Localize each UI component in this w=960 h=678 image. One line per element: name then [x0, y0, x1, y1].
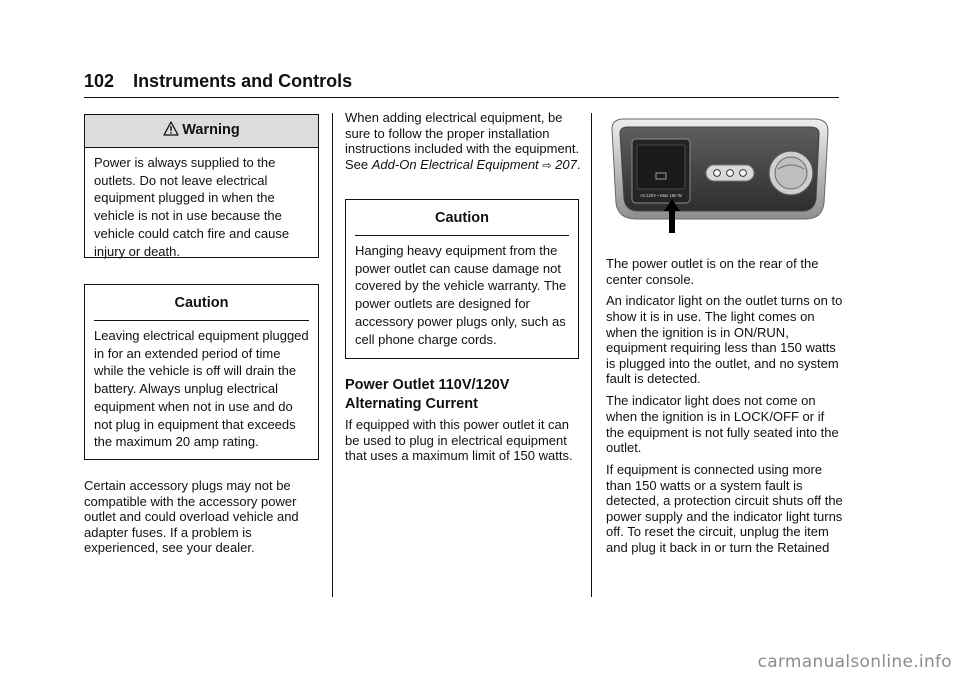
watermark: carmanualsonline.info [757, 652, 952, 672]
indicator-light-paragraph: An indicator light on the outlet turns on to show it is in use. The light comes on when the ignition is in ON/RUN, equipment requiring less than 150 watts is plugged into the outlet, and no system fault is detected. [606, 293, 843, 387]
column-divider-1 [332, 113, 333, 597]
power-outlet-illustration [606, 115, 832, 239]
caution-text-1: Leaving electrical equipment plugged in for an extended period of time while the vehicle is off will drain the battery. Always unplug electrical equipment when not in use and do not plug in equipment that exceeds the maximum 20 amp rating. [94, 328, 309, 450]
warning-text: Power is always supplied to the outlets. Do not leave electrical equipment plugged in when the vehicle is not in use because the vehicle could catch fire and cause injury or death. [94, 155, 290, 259]
intro-text: When adding electrical equipment, be sure to follow the proper installation instructions included with the equipment. See [345, 110, 580, 172]
intro-paragraph [345, 110, 583, 174]
caution-header-1 [94, 285, 309, 321]
outlet-location-paragraph: The power outlet is on the rear of the center console. [606, 256, 819, 287]
power-outlet-paragraph: If equipped with this power outlet it can be used to plug in electrical equipment that uses a maximum limit of 150 watts. [345, 417, 573, 464]
caution-box-1 [84, 284, 319, 460]
intro-end: . [576, 156, 581, 172]
col3-paragraphs [606, 256, 844, 562]
header-rule [84, 97, 839, 98]
caution-text-2: Hanging heavy equipment from the power outlet can cause damage not covered by the vehicle warranty. The power outlets are designed for accessory power plugs only, such as cell phone charge cords. [355, 243, 567, 347]
page-reference-207[interactable]: 207 [555, 156, 577, 172]
page-number: 102 [84, 71, 115, 91]
col2-paragraph [345, 417, 581, 470]
page-header [84, 70, 839, 92]
col2-intro [345, 110, 583, 181]
col1-paragraph [84, 478, 324, 562]
section-title: Instruments and Controls [133, 71, 353, 91]
caution-header-2 [355, 200, 569, 236]
protection-circuit-paragraph: If equipment is connected using more than 150 watts or a system fault is detected, a protection circuit shuts off the power supply and the indicator light turns off. To reset the circuit, unplug the item and plug it back in or turn the Retained [606, 462, 843, 555]
column-divider-2 [591, 113, 592, 597]
power-outlet-heading: Power Outlet 110V/120V Alternating Current [345, 377, 510, 412]
warning-header [85, 115, 318, 148]
caution-title-2: Caution [435, 210, 489, 226]
caution-title-1: Caution [174, 295, 229, 311]
indicator-off-paragraph: The indicator light does not come on when the ignition is in LOCK/OFF or if the equipment is not fully seated into the outlet. [606, 393, 839, 456]
page-reference-arrow-icon: ⇨ [542, 159, 552, 172]
outlet-label: AC120V • Max 150 W [640, 193, 682, 198]
caution-box-2 [345, 199, 579, 359]
add-on-electrical-link[interactable]: Add-On Electrical Equipment [371, 156, 539, 172]
warning-triangle-icon [163, 121, 179, 141]
power-outlet-figure [606, 115, 832, 239]
warning-title: Warning [182, 122, 240, 138]
accessory-plugs-paragraph: Certain accessory plugs may not be compatible with the accessory power outlet and could overload vehicle and adapter fuses. If a problem is experienced, see your dealer. [84, 478, 299, 556]
warning-box [84, 114, 319, 258]
